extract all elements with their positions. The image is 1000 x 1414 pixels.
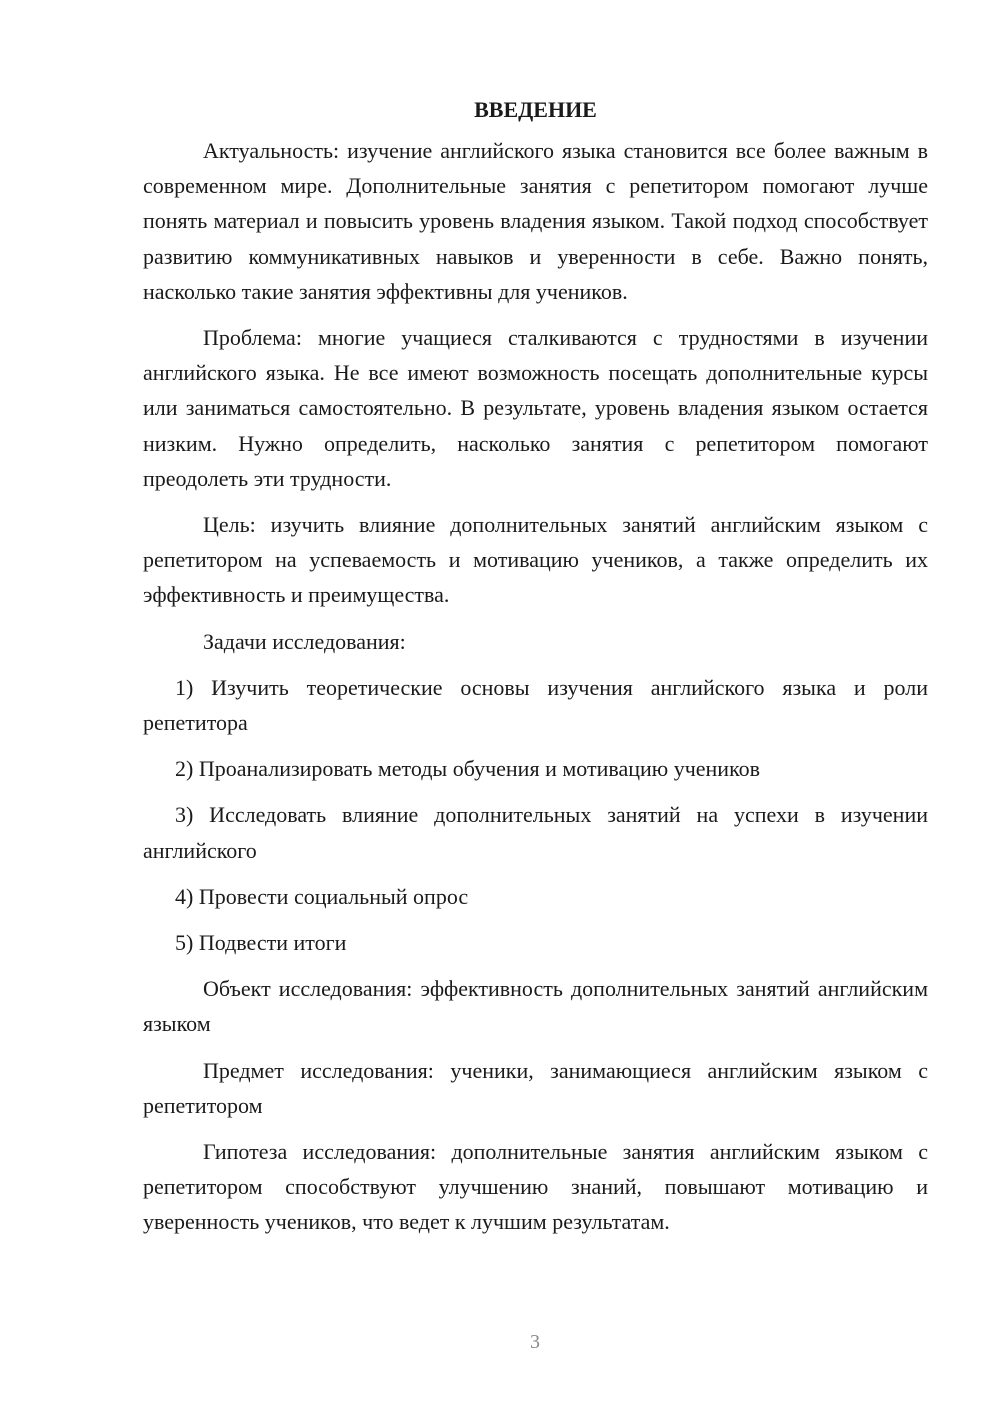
- paragraph-hypothesis: Гипотеза исследования: дополнительные занятия английским языком с репетитором способствуют улучшению знаний, повышают мотивацию и уверенность учеников, что ведет к лучшим результатам.: [143, 1139, 928, 1235]
- paragraph-object: Объект исследования: эффективность дополнительных занятий английским языком: [143, 976, 928, 1037]
- page-title: ВВЕДЕНИЕ: [474, 97, 597, 122]
- page-number: 3: [530, 1331, 540, 1353]
- document-page: [143, 88, 928, 1251]
- paragraph-problem: Проблема: многие учащиеся сталкиваются с трудностями в изучении английского языка. Не все имеют возможность посещать дополнительные курсы или заниматься самостоятельно. В результате, уровень владения языком остается низким. Нужно определить, насколько занятия с репетитором помогают преодолеть эти трудности.: [143, 325, 928, 491]
- paragraph-relevance: Актуальность: изучение английского языка становится все более важным в современном мире. Дополнительные занятия с репетитором помогают лучше понять материал и повысить уровень владения языком. Такой подход способствует развитию коммуникативных навыков и уверенности в себе. Важно понять, насколько такие занятия эффективны для учеников.: [143, 138, 928, 304]
- list-item: 5) Подвести итоги: [175, 930, 347, 956]
- list-item: 4) Провести социальный опрос: [175, 883, 469, 909]
- paragraph-goal: Цель: изучить влияние дополнительных занятий английским языком с репетитором на успеваемость и мотивацию учеников, а также определить их эффективность и преимущества.: [143, 512, 928, 608]
- paragraph-tasks-heading: Задачи исследования:: [203, 628, 406, 654]
- list-item: 2) Проанализировать методы обучения и мотивацию учеников: [175, 756, 761, 782]
- list-item: 3) Исследовать влияние дополнительных занятий на успехи в изучении английского: [143, 802, 928, 863]
- list-item: 1) Изучить теоретические основы изучения английского языка и роли репетитора: [143, 674, 928, 736]
- paragraph-subject: Предмет исследования: ученики, занимающиеся английским языком с репетитором: [143, 1057, 928, 1118]
